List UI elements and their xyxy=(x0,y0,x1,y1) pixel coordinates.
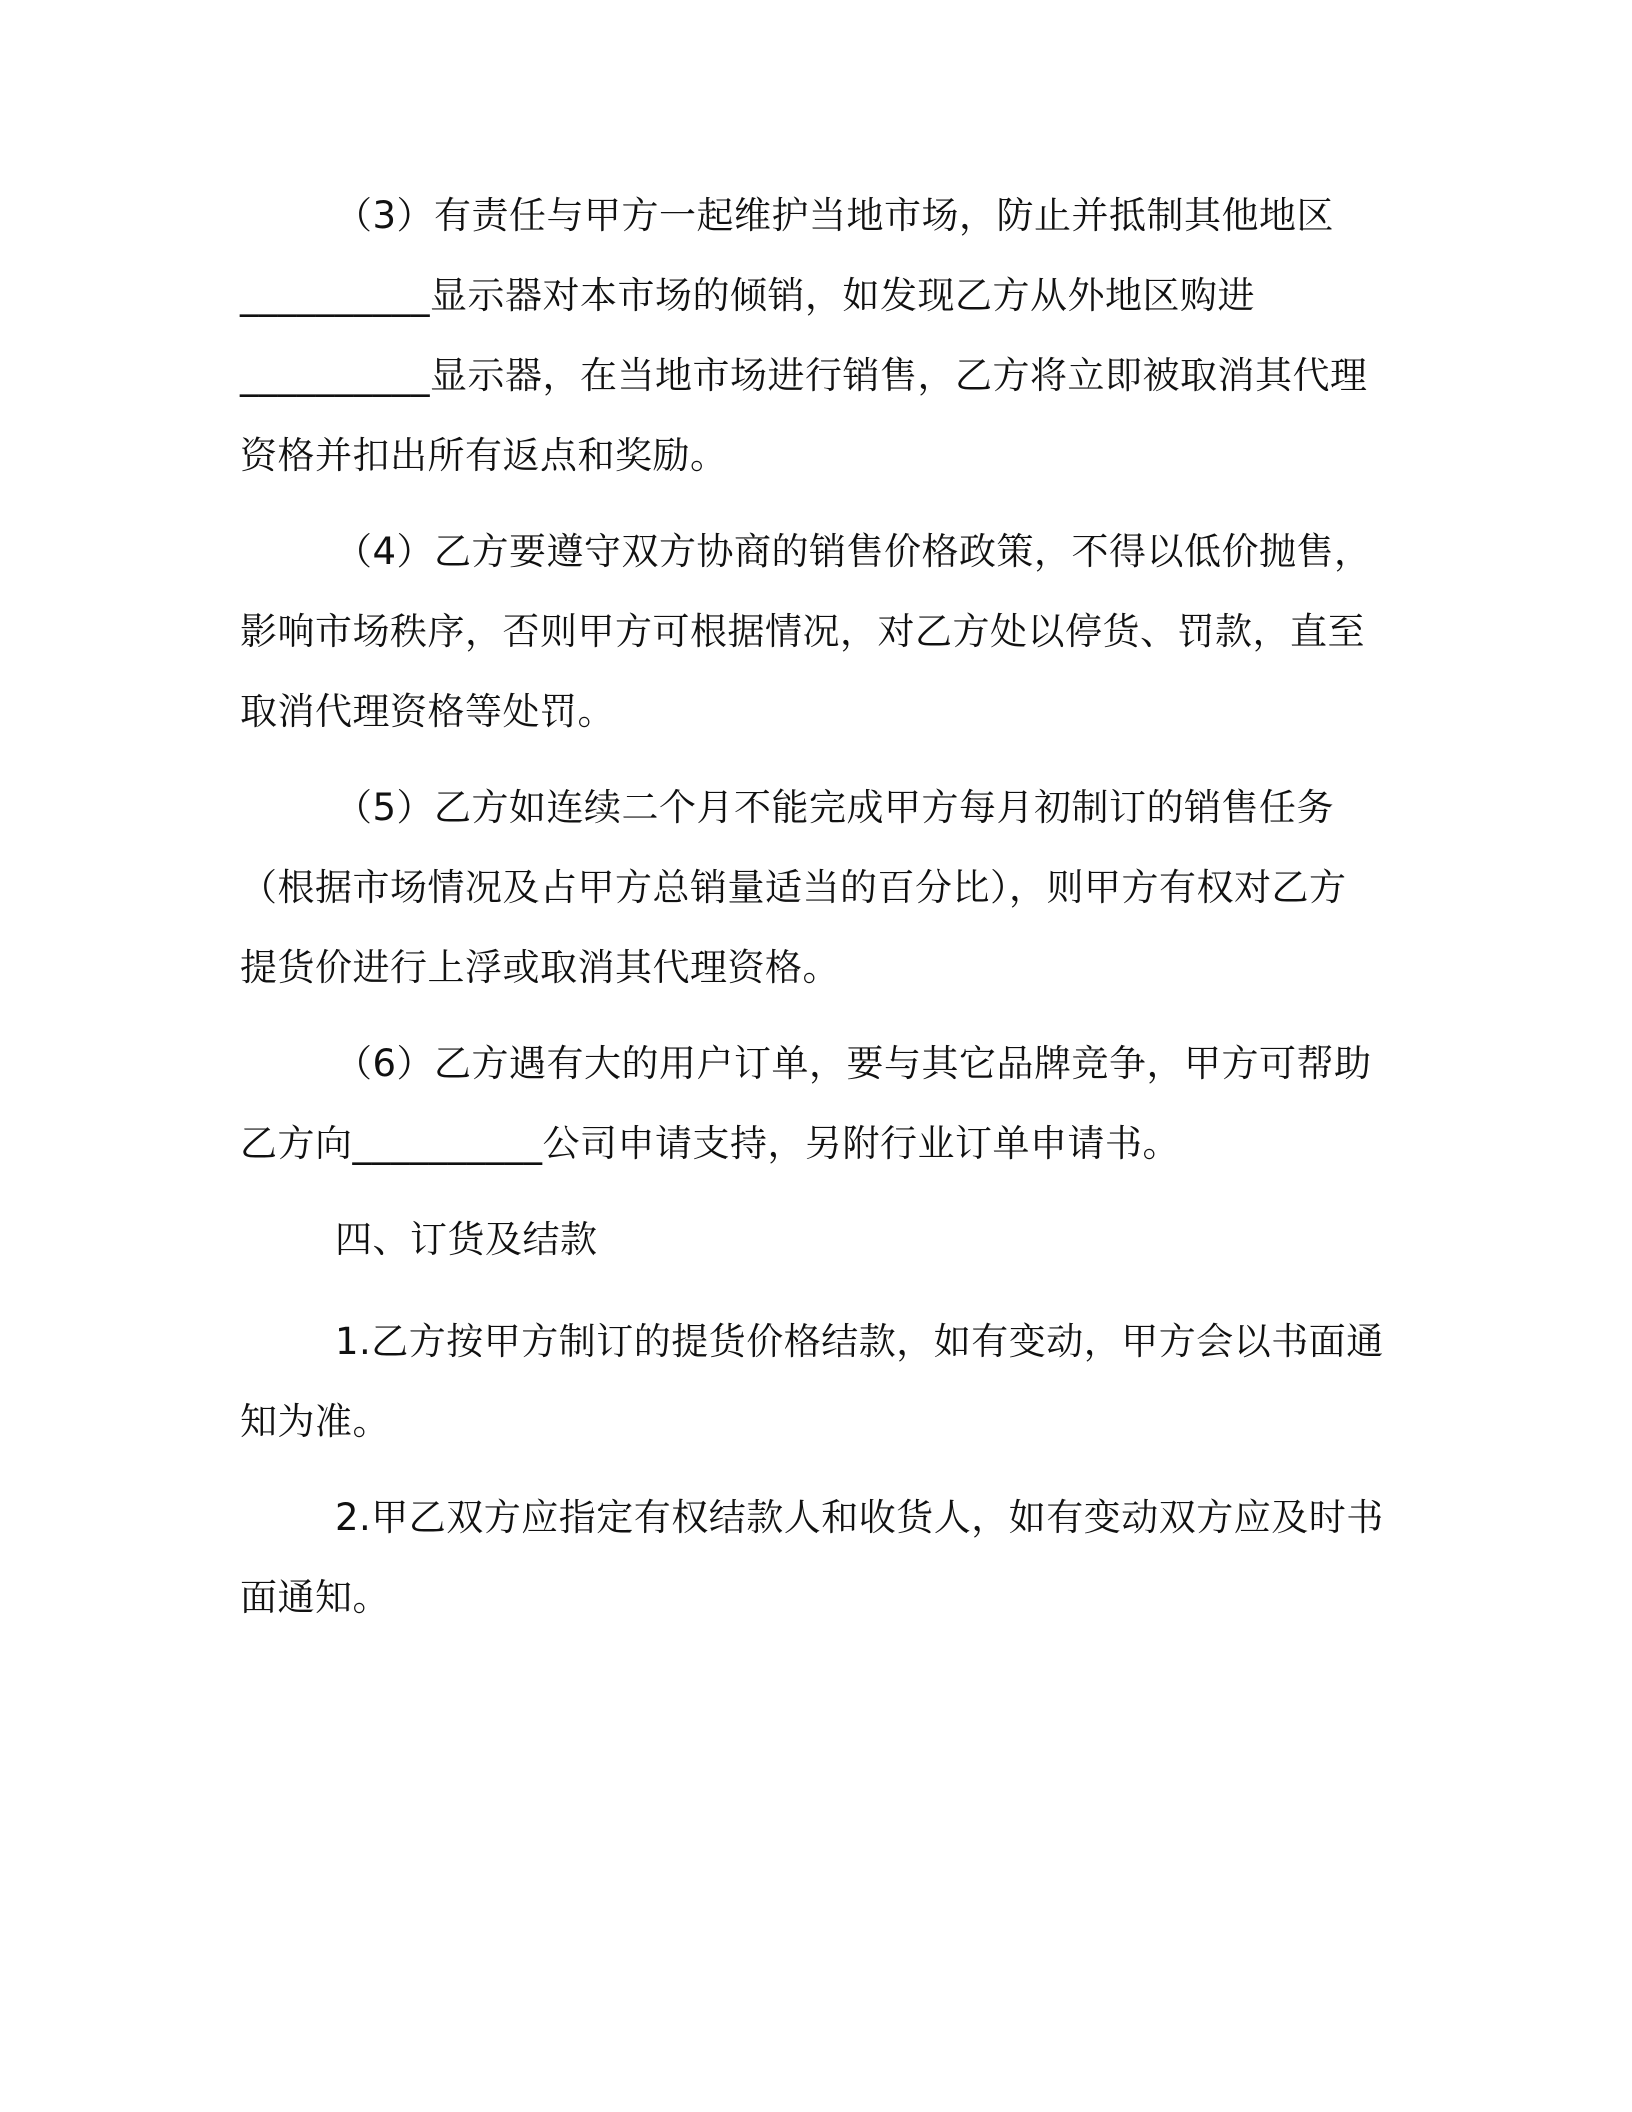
clause-5-line-3: 提货价进行上浮或取消其代理资格。 xyxy=(240,946,840,989)
clause-3-line-1: （3）有责任与甲方一起维护当地市场，防止并抵制其他地区 xyxy=(335,194,1335,237)
clause-3-line-3: __________显示器，在当地市场进行销售，乙方将立即被取消其代理 xyxy=(240,354,1368,397)
item-1-line-1: 1.乙方按甲方制订的提货价格结款，如有变动，甲方会以书面通 xyxy=(335,1320,1384,1363)
clause-6-line-2: 乙方向__________公司申请支持，另附行业订单申请书。 xyxy=(240,1122,1180,1165)
clause-4 xyxy=(240,512,1385,752)
clause-5-line-2: （根据市场情况及占甲方总销量适当的百分比），则甲方有权对乙方 xyxy=(240,866,1347,909)
clause-4-line-1: （4）乙方要遵守双方协商的销售价格政策，不得以低价抛售， xyxy=(335,530,1372,573)
clause-3-line-2: __________显示器对本市场的倾销，如发现乙方从外地区购进 xyxy=(240,274,1255,317)
section-heading-text: 四、订货及结款 xyxy=(335,1218,598,1261)
item-2-line-1: 2.甲乙双方应指定有权结款人和收货人，如有变动双方应及时书 xyxy=(335,1496,1384,1539)
clause-4-line-3: 取消代理资格等处罚。 xyxy=(240,690,615,733)
clause-6-line-1: （6）乙方遇有大的用户订单，要与其它品牌竞争，甲方可帮助 xyxy=(335,1042,1372,1085)
clause-3 xyxy=(240,176,1385,496)
item-1-line-2: 知为准。 xyxy=(240,1400,390,1443)
clause-5-line-1: （5）乙方如连续二个月不能完成甲方每月初制订的销售任务 xyxy=(335,786,1335,829)
item-2 xyxy=(240,1478,1385,1638)
section-heading-ordering xyxy=(240,1200,1385,1280)
item-2-line-2: 面通知。 xyxy=(240,1576,390,1619)
clause-5 xyxy=(240,768,1385,1008)
clause-4-line-2: 影响市场秩序，否则甲方可根据情况，对乙方处以停货、罚款，直至 xyxy=(240,610,1365,653)
clause-6 xyxy=(240,1024,1385,1184)
item-1 xyxy=(240,1302,1385,1462)
clause-3-line-4: 资格并扣出所有返点和奖励。 xyxy=(240,434,728,477)
